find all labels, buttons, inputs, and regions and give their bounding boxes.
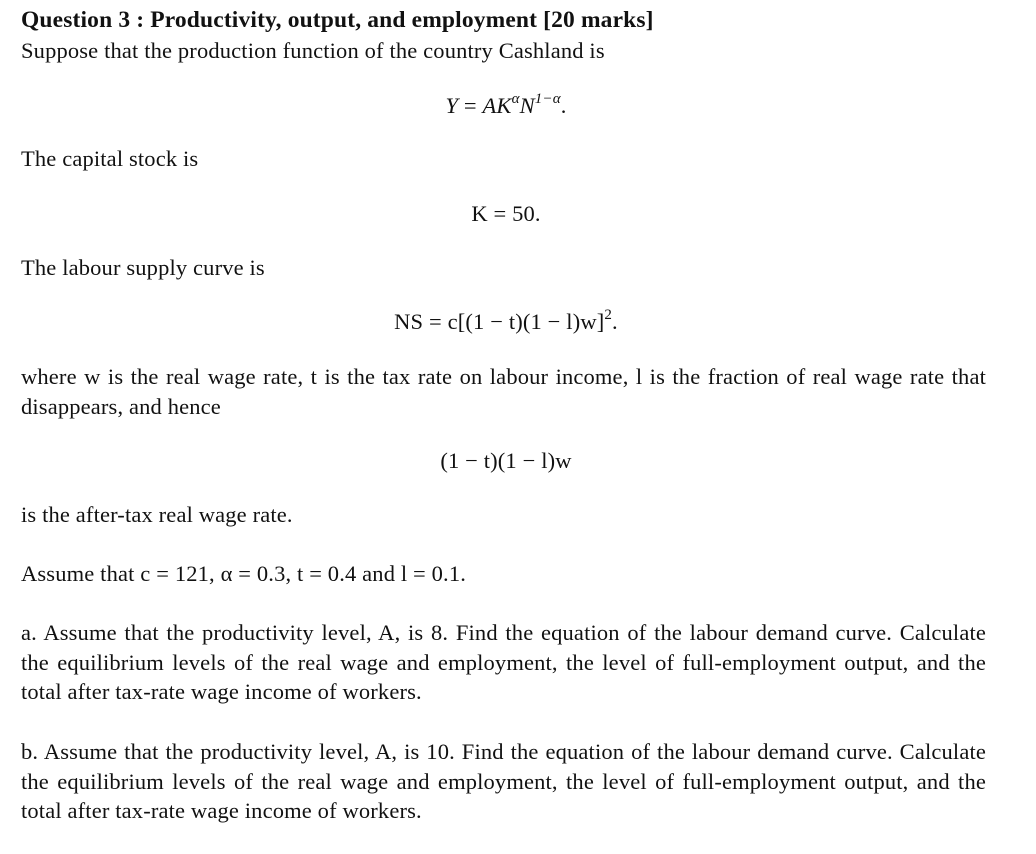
equation-period: . (560, 93, 567, 118)
definition-paragraph: where w is the real wage rate, t is the tax rate on labour income, l is the fraction of real wage rate that disappears, and hence (21, 364, 986, 419)
labour-intro: The labour supply curve is (21, 255, 265, 280)
labour-supply-main: NS = c[(1 − t)(1 − l)w] (394, 309, 605, 334)
labour-exponent: 1−α (534, 91, 561, 107)
assumptions-text: Assume that c = 121, α = 0.3, t = 0.4 and l = 0.1. (21, 561, 467, 586)
part-b-paragraph: b. Assume that the productivity level, A, is 10. Find the equation of the labour demand curve. Calculate the equilibrium levels of the real wage and employment, the level of full-employment output, and the total after tax-rate wage income of workers. (21, 739, 986, 823)
question-title: Question 3 : Productivity, output, and employment [20 marks] (21, 7, 654, 33)
intro-text: Suppose that the production function of the country Cashland is (21, 38, 605, 63)
alpha-exponent: α (511, 91, 520, 107)
production-body: AK (482, 93, 512, 118)
production-function-equation (21, 91, 991, 121)
after-tax-note: is the after-tax real wage rate. (21, 502, 293, 527)
capital-intro: The capital stock is (21, 146, 199, 171)
labour-symbol: N (519, 93, 535, 118)
after-tax-wage-expression: (1 − t)(1 − l)w (440, 448, 572, 473)
labour-supply-exponent: 2 (604, 307, 613, 323)
equals-sign: = (458, 93, 483, 118)
labour-supply-period: . (612, 309, 618, 334)
capital-equation: K = 50. (471, 201, 541, 226)
part-a-paragraph: a. Assume that the productivity level, A, is 8. Find the equation of the labour demand curve. Calculate the equilibrium levels of the real wage and employment, the level of full-employment output, and the total after tax-rate wage income of workers. (21, 620, 986, 704)
output-symbol: Y (445, 93, 459, 118)
labour-supply-equation (21, 307, 991, 337)
